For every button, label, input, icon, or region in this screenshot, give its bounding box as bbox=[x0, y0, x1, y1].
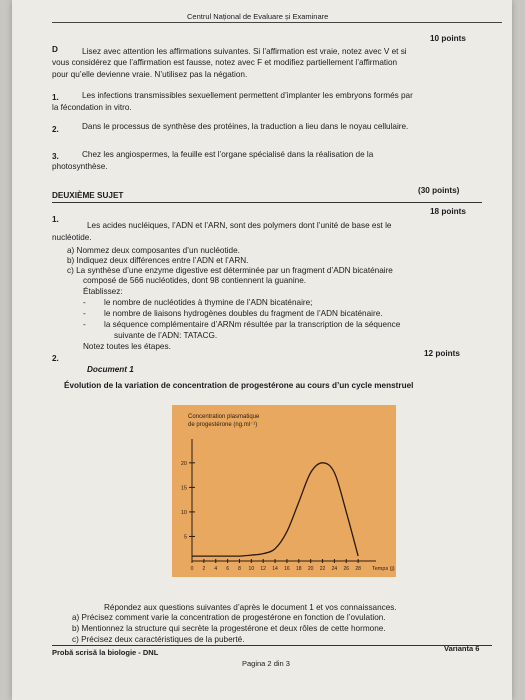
sujet-points: (30 points) bbox=[418, 186, 460, 195]
q1-bullet: le nombre de liaisons hydrogènes doubles du fragment de l’ADN bicaténaire. bbox=[104, 309, 383, 318]
q2-b: b) Mentionnez la structure qui secrète la progestérone et deux rôles de cette hormone. bbox=[72, 624, 386, 633]
y-axis-label-line1: Concentration plasmatique bbox=[188, 414, 260, 420]
y-axis-label-line2: de progestérone (ng.ml⁻¹) bbox=[188, 422, 258, 428]
x-tick-label: 22 bbox=[319, 566, 326, 572]
sujet-rule bbox=[52, 202, 482, 203]
q2-instruction: Répondez aux questions suivantes d’après le document 1 et vos connaissances. bbox=[104, 603, 397, 612]
q1-text-1: Les acides nucléiques, l’ADN et l’ARN, sont des polymers dont l’unité de base est le bbox=[87, 221, 392, 230]
progesterone-curve bbox=[192, 463, 358, 556]
item-number: 2. bbox=[52, 125, 59, 134]
x-tick-label: 20 bbox=[307, 566, 314, 572]
q1-bullet: la séquence complémentaire d’ARNm résultée par la transcription de la séquence bbox=[104, 320, 401, 329]
q1-points: 18 points bbox=[430, 207, 466, 216]
q1-note: Notez toutes les étapes. bbox=[83, 342, 171, 351]
item-text-line1: Les infections transmissibles sexuellement permettent d’implanter les embryons formés par bbox=[82, 91, 413, 100]
y-tick-label: 20 bbox=[180, 460, 187, 467]
exam-page bbox=[12, 0, 512, 700]
x-tick-label: 28 bbox=[355, 566, 361, 572]
q1-b: b) Indiquez deux différences entre l’ADN et l’ARN. bbox=[67, 256, 249, 265]
x-tick-label: 12 bbox=[260, 566, 266, 572]
q1-bullet: le nombre de nucléotides à thymine de l’ADN bicaténaire; bbox=[104, 298, 313, 307]
q1-a: a) Nommez deux composantes d’un nucléotide. bbox=[67, 246, 240, 255]
footer-left: Probă scrisă la biologie - DNL bbox=[52, 648, 159, 657]
y-tick-label: 10 bbox=[180, 509, 187, 516]
x-tick-label: 14 bbox=[272, 566, 278, 572]
x-tick-label: 18 bbox=[296, 566, 302, 572]
item-text-line1: Dans le processus de synthèse des protéines, la traduction a lieu dans le noyau cellulaire. bbox=[82, 122, 409, 131]
x-tick-label: 0 bbox=[190, 566, 194, 572]
section-d-intro-2: vous considérez que l’affirmation est fausse, notez avec F et modifiez partiellement l’affirmation bbox=[52, 58, 398, 67]
x-tick-label: 4 bbox=[214, 566, 218, 572]
q2-a: a) Précisez comment varie la concentration de progestérone en fonction de l’ovulation. bbox=[72, 613, 386, 622]
document-label: Document 1 bbox=[87, 365, 134, 374]
x-tick-label: 2 bbox=[202, 566, 206, 572]
header-rule bbox=[52, 22, 502, 23]
x-tick-label: 24 bbox=[331, 566, 338, 572]
footer-page: Pagina 2 din 3 bbox=[242, 659, 290, 668]
y-tick-label: 15 bbox=[180, 485, 187, 492]
sujet-title: DEUXIÈME SUJET bbox=[52, 191, 124, 200]
footer-right: Varianta 6 bbox=[444, 644, 480, 653]
x-tick-label: 8 bbox=[238, 566, 241, 572]
item-number: 1. bbox=[52, 93, 59, 102]
q1-text-2: nucléotide. bbox=[52, 233, 92, 242]
section-d-letter: D bbox=[52, 45, 58, 54]
footer-rule bbox=[52, 645, 492, 646]
progesterone-chart bbox=[172, 405, 396, 577]
q2-number: 2. bbox=[52, 354, 59, 363]
x-tick-label: 16 bbox=[284, 566, 290, 572]
item-text-line2: photosynthèse. bbox=[52, 162, 108, 171]
q2-points: 12 points bbox=[424, 349, 460, 358]
document-title: Évolution de la variation de concentration de progestérone au cours d’un cycle menstruel bbox=[64, 381, 414, 390]
item-number: 3. bbox=[52, 152, 59, 161]
bullet-dash: - bbox=[83, 320, 86, 329]
q1-c-3: Établissez: bbox=[83, 287, 123, 296]
x-tick-label: 10 bbox=[248, 566, 255, 572]
section-d-intro-3: pour qu’elle devienne vraie. N’utilisez pas la négation. bbox=[52, 70, 248, 79]
chart-svg bbox=[172, 405, 396, 577]
section-d-intro-1: Lisez avec attention les affirmations suivantes. Si l’affirmation est vraie, notez avec V et si bbox=[82, 47, 407, 56]
x-tick-label: 6 bbox=[226, 566, 229, 572]
bullet-dash: - bbox=[83, 309, 86, 318]
header-institution: Centrul Național de Evaluare și Examinare bbox=[187, 12, 329, 21]
q1-c-2: composé de 566 nucléotides, dont 98 contiennent la guanine. bbox=[83, 276, 307, 285]
q1-c-1: c) La synthèse d’une enzyme digestive est déterminée par un fragment d’ADN bicaténaire bbox=[67, 266, 393, 275]
q2-c: c) Précisez deux caractéristiques de la puberté. bbox=[72, 635, 245, 644]
item-text-line1: Chez les angiospermes, la feuille est l’organe spécialisé dans la réalisation de la bbox=[82, 150, 374, 159]
x-axis-label: Temps (j) bbox=[372, 566, 395, 572]
section-d-points: 10 points bbox=[430, 34, 466, 43]
q1-bullet: suivante de l’ADN: TATACG. bbox=[114, 331, 218, 340]
q1-number: 1. bbox=[52, 215, 59, 224]
y-tick-label: 5 bbox=[183, 534, 187, 541]
item-text-line2: la fécondation in vitro. bbox=[52, 103, 132, 112]
bullet-dash: - bbox=[83, 298, 86, 307]
x-tick-label: 26 bbox=[343, 566, 350, 572]
